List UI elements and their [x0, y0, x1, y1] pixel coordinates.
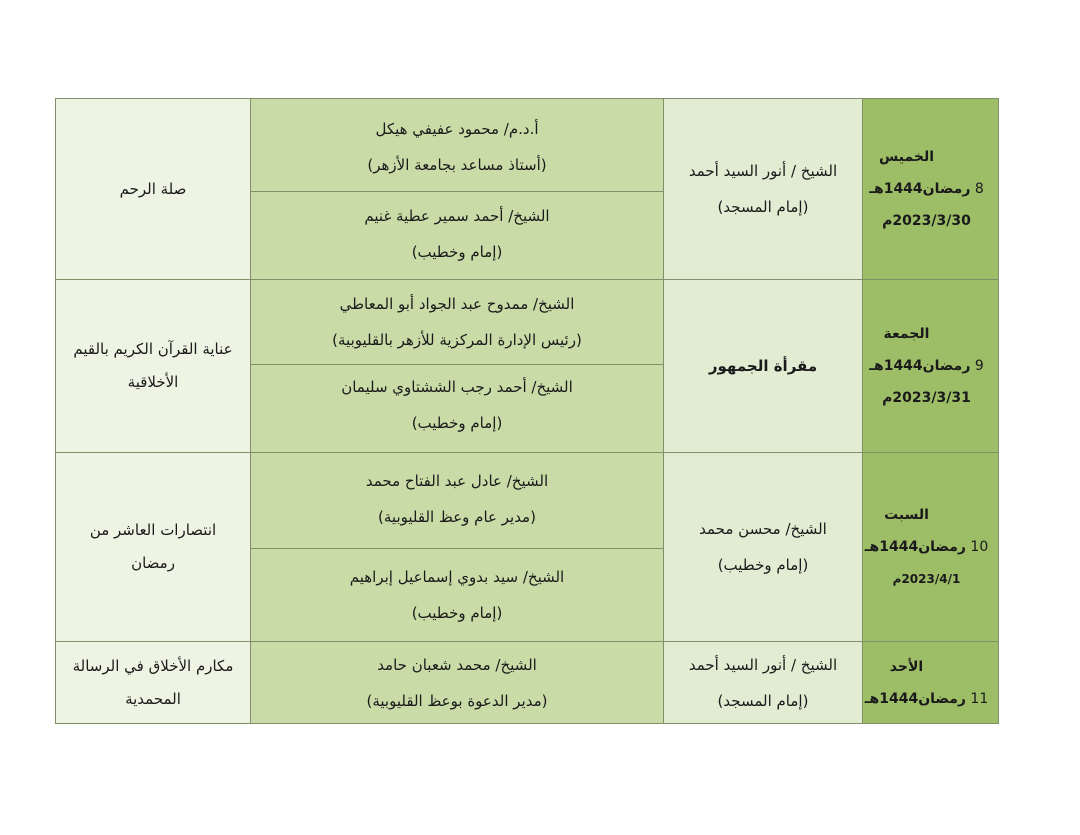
speaker-name: الشيخ/ أحمد سمير عطية غنيم	[364, 207, 550, 225]
hijri-day: 11	[970, 690, 989, 707]
speaker-name: أ.د.م/ محمود عفيفي هيكل	[375, 120, 539, 138]
day-name: الجمعة	[883, 326, 930, 342]
speaker-name: الشيخ/ عادل عبد الفتاح محمد	[365, 472, 549, 490]
day-name: الأحد	[889, 658, 924, 675]
imam-title: (إمام المسجد)	[717, 198, 809, 216]
speakers-cell	[251, 280, 664, 453]
imam-title: (إمام وخطيب)	[717, 556, 809, 574]
topic-text: عناية القرآن الكريم بالقيم الأخلاقية	[73, 340, 233, 391]
speaker-title: (إمام وخطيب)	[411, 414, 503, 432]
table-row	[56, 280, 999, 453]
hijri-date	[863, 683, 990, 715]
imam-title: (إمام المسجد)	[717, 691, 809, 710]
speaker-title: (مدير الدعوة بوعظ القليوبية)	[366, 691, 548, 710]
speaker-title: (إمام وخطيب)	[411, 604, 503, 622]
speaker-name: الشيخ/ أحمد رجب الششتاوي سليمان	[341, 378, 573, 396]
imam-cell	[664, 99, 863, 280]
day-name: الخميس	[878, 149, 935, 165]
speaker-name: الشيخ/ محمد شعبان حامد	[377, 655, 537, 674]
topic-text: انتصارات العاشر من رمضان	[89, 521, 217, 572]
speakers-cell	[251, 453, 664, 642]
table-row	[56, 642, 999, 724]
speakers-cell	[251, 99, 664, 280]
imam-name: الشيخ / أنور السيد أحمد	[688, 162, 838, 180]
topic-text: صلة الرحم	[119, 179, 187, 198]
hijri-day: 10	[970, 539, 989, 555]
speakers-cell	[251, 642, 664, 724]
speaker-name: الشيخ/ ممدوح عبد الجواد أبو المعاطي	[339, 295, 575, 313]
table-row	[56, 453, 999, 642]
hijri-date	[863, 350, 990, 382]
speaker-entry	[251, 280, 663, 364]
date-cell	[863, 642, 999, 724]
imam-name: الشيخ / أنور السيد أحمد	[688, 655, 838, 674]
speaker-entry	[251, 99, 663, 191]
imam-name: الشيخ/ محسن محمد	[699, 520, 827, 538]
table-row	[56, 99, 999, 280]
topic-cell	[56, 453, 251, 642]
hijri-date	[863, 531, 990, 563]
lesson-schedule-table	[55, 98, 999, 724]
speaker-title: (رئيس الإدارة المركزية للأزهر بالقليوبية)	[332, 331, 582, 349]
date-cell	[863, 99, 999, 280]
gregorian-date: 2023/3/30م	[882, 213, 971, 229]
topic-cell	[56, 99, 251, 280]
hijri-day: 9	[974, 358, 984, 374]
speaker-entry	[251, 364, 663, 452]
hijri-month-year: رمضان1444هـ	[864, 690, 966, 707]
hijri-date	[863, 173, 990, 205]
speaker-title: (مدير عام وعظ القليوبية)	[378, 508, 536, 526]
imam-cell	[664, 280, 863, 453]
speaker-entry	[251, 191, 663, 279]
date-cell	[863, 280, 999, 453]
topic-cell	[56, 642, 251, 724]
speaker-name: الشيخ/ سيد بدوي إسماعيل إبراهيم	[349, 568, 565, 586]
speaker-title: (أستاذ مساعد بجامعة الأزهر)	[367, 156, 547, 174]
date-cell	[863, 453, 999, 642]
hijri-month-year: رمضان1444هـ	[869, 358, 971, 374]
hijri-month-year: رمضان1444هـ	[864, 539, 966, 555]
gregorian-date: 2023/4/1م	[892, 572, 961, 586]
gregorian-date: 2023/3/31م	[882, 390, 971, 406]
imam-name: مقرأة الجمهور	[708, 357, 818, 375]
topic-text: مكارم الأخلاق في الرسالة المحمدية	[72, 656, 234, 708]
hijri-month-year: رمضان1444هـ	[869, 181, 971, 197]
speaker-entry	[251, 548, 663, 641]
topic-cell	[56, 280, 251, 453]
speaker-title: (إمام وخطيب)	[411, 243, 503, 261]
hijri-day: 8	[974, 181, 984, 197]
speaker-entry	[251, 644, 663, 722]
speaker-entry	[251, 453, 663, 548]
imam-cell	[664, 453, 863, 642]
day-name: السبت	[884, 507, 929, 523]
imam-cell	[664, 642, 863, 724]
